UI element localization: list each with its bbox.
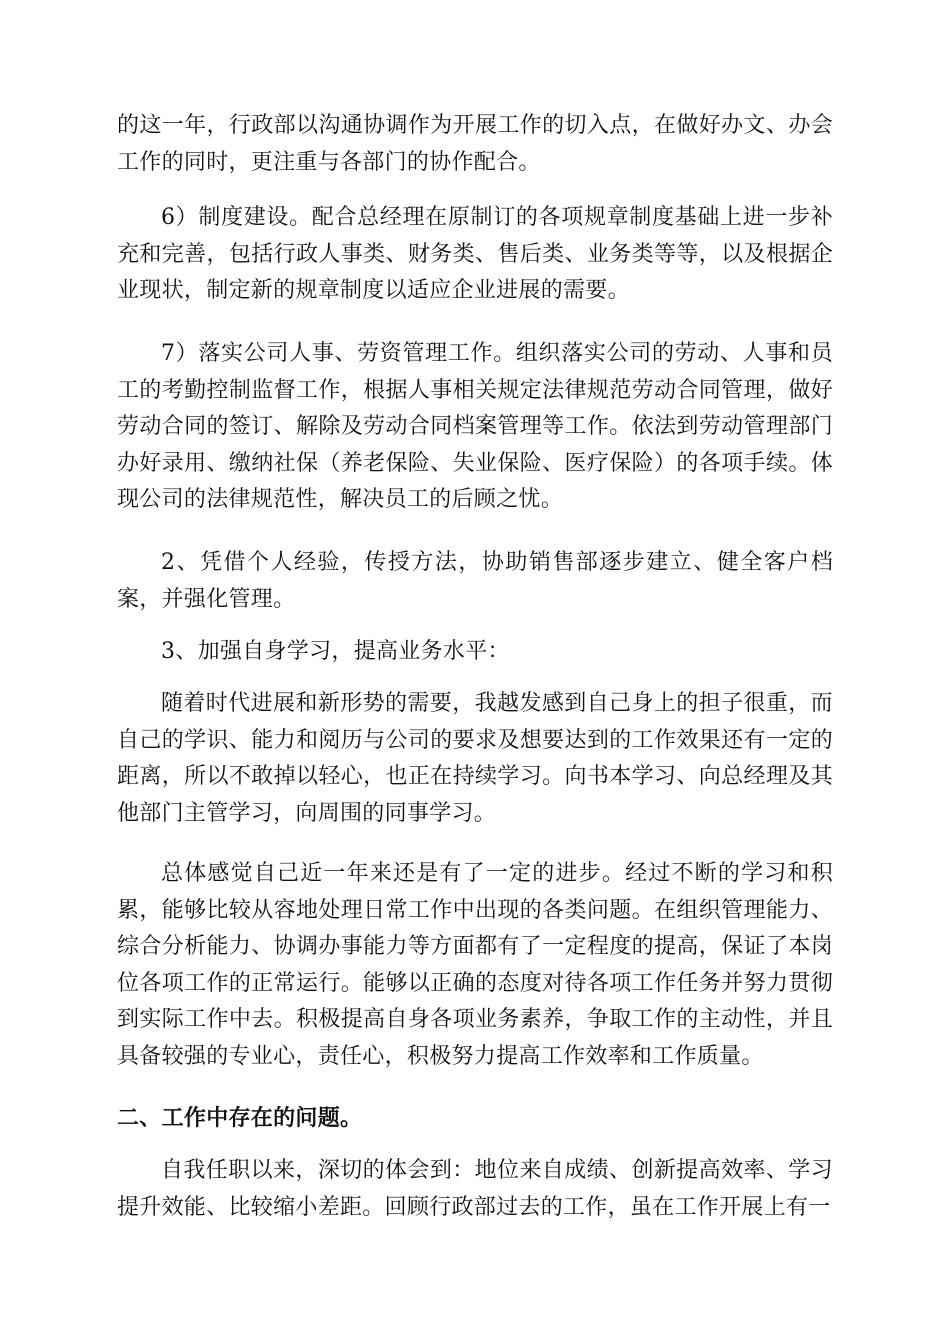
paragraph-customer-files: 2、凭借个人经验，传授方法，协助销售部逐步建立、健全客户档案，并强化管理。 [117, 550, 833, 612]
paragraph-personnel-management: 7）落实公司人事、劳资管理工作。组织落实公司的劳动、人事和员工的考勤控制监督工作，根据人事相关规定法律规范劳动合同管理，做好劳动合同的签订、解除及劳动合同档案管理等工作。依法到劳动管理部门办好录用、缴纳社保（养老保险、失业保险、医疗保险）的各项手续。体现公司的法律规范性，解决员工的后顾之忧。 [117, 341, 833, 512]
paragraph-self-study: 3、加强自身学习，提高业务水平： [161, 639, 510, 664]
paragraph-problems: 自我任职以来，深切的体会到：地位来自成绩、创新提高效率、学习提升效能、比较缩小差距。回顾行政部过去的工作，虽在工作开展上有一 [117, 1158, 833, 1220]
paragraph-learning: 随着时代进展和新形势的需要，我越发感到自己身上的担子很重，而自己的学识、能力和阅历与公司的要求及想要达到的工作效果还有一定的距离，所以不敢掉以轻心，也正在持续学习。向书本学习、向总经理及其他部门主管学习，向周围的同事学习。 [117, 691, 833, 826]
section-heading-problems: 二、工作中存在的问题。 [117, 1105, 363, 1131]
paragraph-system-building: 6）制度建设。配合总经理在原制订的各项规章制度基础上进一步补充和完善，包括行政人事类、财务类、售后类、业务类等等，以及根据企业现状，制定新的规章制度以适应企业进展的需要。 [117, 205, 833, 303]
paragraph-continuation: 的这一年，行政部以沟通协调作为开展工作的切入点，在做好办文、办会工作的同时，更注重与各部门的协作配合。 [117, 113, 833, 175]
paragraph-summary: 总体感觉自己近一年来还是有了一定的进步。经过不断的学习和积累，能够比较从容地处理日常工作中出现的各类问题。在组织管理能力、综合分析能力、协调办事能力等方面都有了一定程度的提高，保证了本岗位各项工作的正常运行。能够以正确的态度对待各项工作任务并努力贯彻到实际工作中去。积极提高自身各项业务素养，争取工作的主动性，并且具备较强的专业心，责任心，积极努力提高工作效率和工作质量。 [117, 861, 833, 1069]
